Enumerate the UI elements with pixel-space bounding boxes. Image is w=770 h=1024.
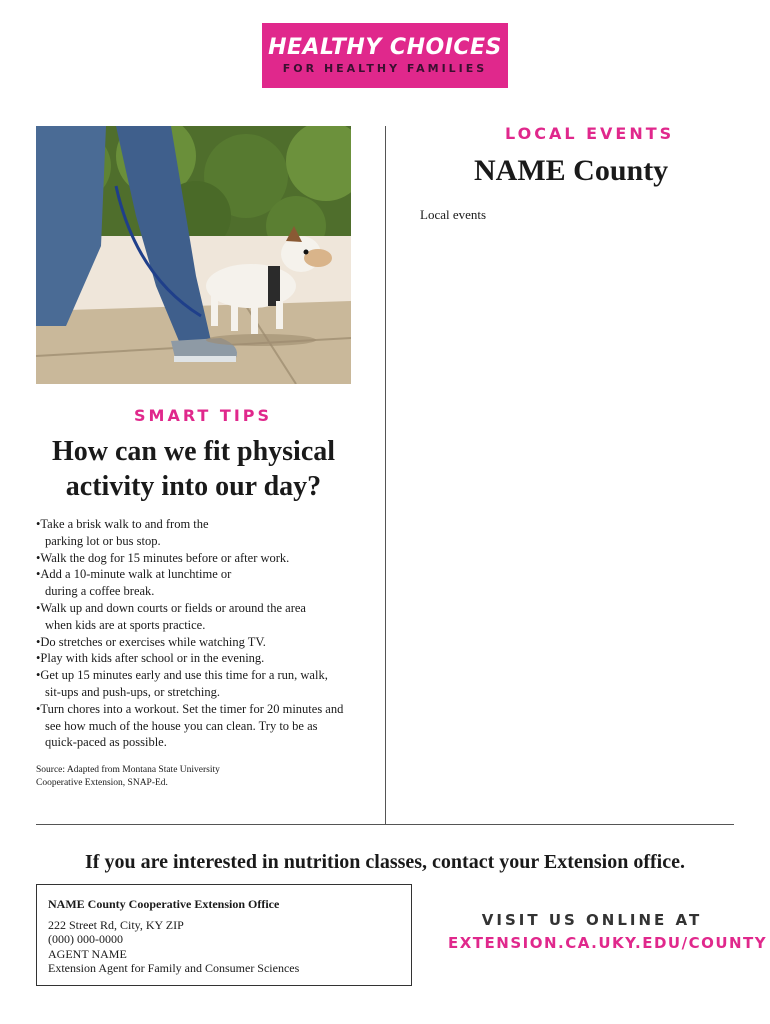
office-name: NAME County Cooperative Extension Office xyxy=(48,897,280,911)
county-title: NAME County xyxy=(474,154,669,187)
office-phone: (000) 000-0000 xyxy=(48,932,123,946)
section-divider xyxy=(36,824,734,825)
tip-item: • Take a brisk walk to and from the parking lot or bus stop. xyxy=(36,516,245,550)
logo-subtitle: FOR HEALTHY FAMILIES xyxy=(282,61,488,75)
source-note xyxy=(36,764,276,790)
tip-item: • Walk up and down courts or fields or around the area when kids are at sports practice. xyxy=(36,600,315,634)
agent-title: Extension Agent for Family and Consumer Sciences xyxy=(48,961,300,975)
person-walking-dog-image xyxy=(36,126,351,384)
local-events-eyebrow: LOCAL EVENTS xyxy=(505,124,675,143)
tips-heading-line1: How can we fit physical xyxy=(51,436,336,467)
logo-title: HEALTHY CHOICES xyxy=(268,34,502,60)
tip-item: • Turn chores into a workout. Set the timer for 20 minutes and see how much of the house you can clean. Try to be as quick-paced as possible. xyxy=(36,701,345,751)
healthy-choices-logo xyxy=(262,23,508,88)
office-address: 222 Street Rd, City, KY ZIP xyxy=(48,917,184,932)
tip-item: • Get up 15 minutes early and use this time for a run, walk, sit-ups and push-ups, or stretching. xyxy=(36,667,340,701)
source-line2: Cooperative Extension, SNAP-Ed. xyxy=(36,778,168,788)
visit-online-label: VISIT US ONLINE AT xyxy=(481,911,703,929)
tips-heading xyxy=(36,434,351,504)
smart-tips-eyebrow: SMART TIPS xyxy=(134,406,273,425)
tip-item: • Do stretches or exercises while watching TV. xyxy=(36,634,381,651)
agent-name: AGENT NAME xyxy=(48,946,127,961)
extension-website-link[interactable]: EXTENSION.CA.UKY.EDU/COUNTY xyxy=(448,934,768,952)
source-line1: Source: Adapted from Montana State University xyxy=(36,765,220,775)
local-events-text: Local events xyxy=(420,207,487,222)
tip-item: • Add a 10-minute walk at lunchtime or during a coffee break. xyxy=(36,566,260,600)
tips-list xyxy=(36,516,381,751)
footer-heading: If you are interested in nutrition classes, contact your Extension office. xyxy=(85,851,685,873)
tip-item: • Play with kids after school or in the evening. xyxy=(36,650,381,667)
column-divider xyxy=(385,126,386,825)
tip-item: • Walk the dog for 15 minutes before or after work. xyxy=(36,550,381,567)
office-contact-box xyxy=(36,884,412,986)
tips-heading-line2: activity into our day? xyxy=(65,471,322,502)
